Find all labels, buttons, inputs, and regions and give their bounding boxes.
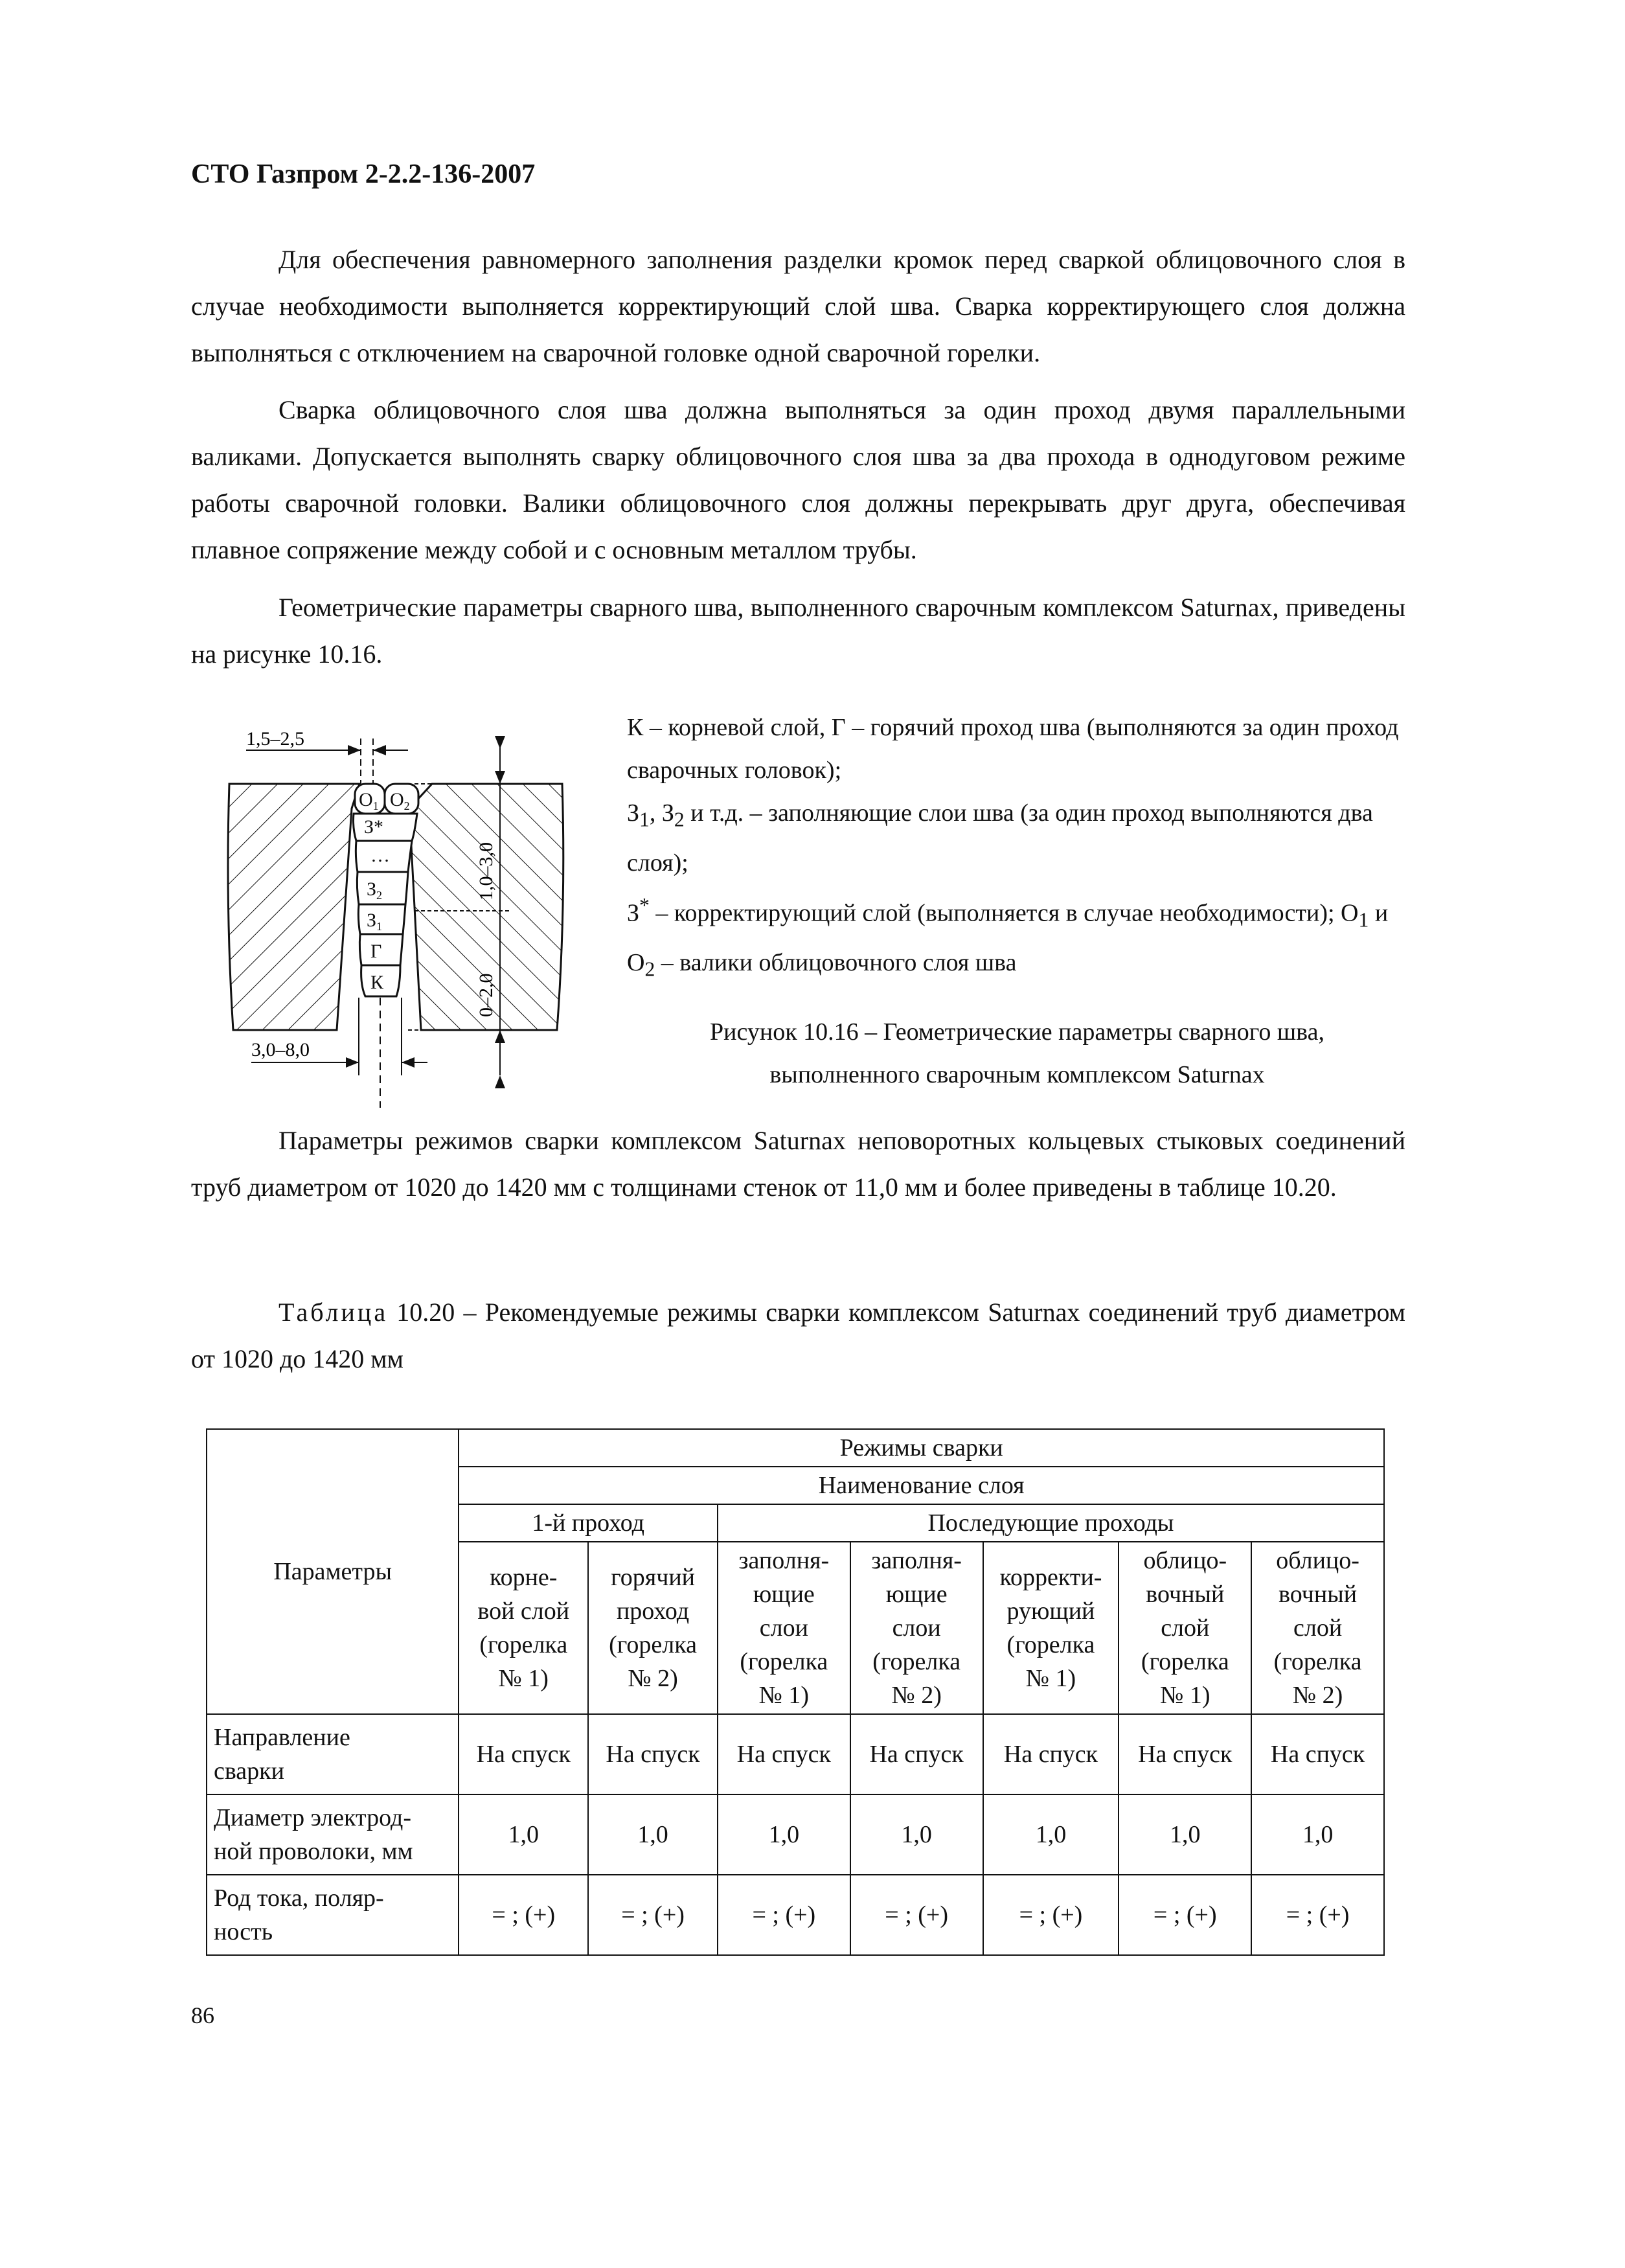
paragraph-facing-layer: Сварка облицовочного слоя шва должна выполняться за один проход двумя параллельными валиками. Допускается выполнять сварку облицовочного слоя шва за два прохода в однодуговом режиме работы сварочной головки. Валики облицовочного слоя должны перекрывать друг друга, обеспечивая плавное сопряжение между собой и с основным металлом трубы. bbox=[191, 395, 1405, 564]
header-layer-name: Наименование слоя bbox=[459, 1467, 1384, 1504]
welding-modes-table bbox=[206, 1428, 1385, 1956]
dim-lower-right-label: 0–2,0 bbox=[475, 973, 497, 1017]
col-hot-pass: горячий проход (горелка № 2) bbox=[588, 1542, 718, 1714]
col-corrective: корректи- рующий (горелка № 1) bbox=[983, 1542, 1119, 1714]
bead-z2 bbox=[357, 872, 408, 904]
page-number: 86 bbox=[191, 2002, 214, 2028]
header-first-pass: 1-й проход bbox=[459, 1504, 718, 1542]
left-plate bbox=[228, 784, 359, 1030]
svg-text:З1: $З_1$ bbox=[367, 910, 383, 933]
header-welding-modes: Режимы сварки bbox=[459, 1429, 1384, 1467]
col-fill-torch1: заполня- ющие слои (горелка № 1) bbox=[718, 1542, 850, 1714]
document-header: СТО Газпром 2-2.2-136-2007 bbox=[191, 159, 536, 189]
label-g: Г bbox=[370, 941, 382, 962]
header-next-passes: Последующие проходы bbox=[718, 1504, 1384, 1542]
table-row: Диаметр электрод- ной проволоки, мм 1,0 1,0 1,0 1,0 1,0 1,0 1,0 bbox=[207, 1794, 1384, 1875]
dim-upper-right-label: 1,0–3,0 bbox=[475, 842, 497, 900]
svg-text:O2: $O_2$ bbox=[390, 789, 410, 812]
col-facing-torch2: облицо- вочный слой (горелка № 2) bbox=[1251, 1542, 1384, 1714]
label-dots: … bbox=[370, 845, 390, 866]
dim-top-label: 1,5–2,5 bbox=[246, 728, 304, 750]
figure-caption: Рисунок 10.16 – Геометрические параметры сварного шва, выполненного сварочным комплексом Saturnax bbox=[710, 1018, 1324, 1088]
table-caption: Таблица 10.20 – Рекомендуемые режимы сварки комплексом Saturnax соединений труб диаметром от 1020 до 1420 мм bbox=[191, 1298, 1405, 1373]
svg-text:З2: $З_2$ bbox=[367, 878, 383, 902]
dim-bottom-label: 3,0–8,0 bbox=[251, 1039, 310, 1060]
weld-cross-section-figure bbox=[220, 713, 609, 1114]
col-root-layer: корне- вой слой (горелка № 1) bbox=[459, 1542, 588, 1714]
paragraph-corrective-layer: Для обеспечения равномерного заполнения разделки кромок перед сваркой облицовочного слоя в случае необходимости выполняется корректирующий слой шва. Сварка корректирующего слоя должна выполняться с отключением на сварочной головке одной сварочной горелки. bbox=[191, 245, 1405, 367]
legend-line-fill: $З_1$, $З_2$ и т.д. – заполняющие слои шва (за один проход выполняются два слоя); bbox=[627, 799, 1373, 876]
figure-legend bbox=[627, 706, 1407, 991]
table-row: Род тока, поляр- ность = ; (+) = ; (+) = ; (+) = ; (+) = ; (+) = ; (+) = ; (+) bbox=[207, 1875, 1384, 1955]
bead-z-star bbox=[354, 814, 418, 841]
paragraph-geometry-reference: Геометрические параметры сварного шва, выполненного сварочным комплексом Saturnax, приведены на рисунке 10.16. bbox=[191, 593, 1405, 669]
legend-line-root-hot: К – корневой слой, Г – горячий проход шва (выполняются за один проход сварочных головок); bbox=[627, 714, 1399, 784]
table-row: Направление сварки На спуск На спуск На спуск На спуск На спуск На спуск На спуск bbox=[207, 1714, 1384, 1794]
col-facing-torch1: облицо- вочный слой (горелка № 1) bbox=[1119, 1542, 1251, 1714]
label-z-star: З* bbox=[364, 816, 384, 838]
col-fill-torch2: заполня- ющие слои (горелка № 2) bbox=[850, 1542, 983, 1714]
label-k: К bbox=[370, 972, 384, 993]
svg-text:O1: $O_1$ bbox=[359, 789, 379, 812]
legend-line-corrective: З* – корректирующий слой (выполняется в случае необходимости); $О_1$ и $О_2$ – валики облицовочного слоя шва bbox=[627, 893, 1389, 981]
header-parameters: Параметры bbox=[207, 1429, 459, 1714]
paragraph-table-reference: Параметры режимов сварки комплексом Saturnax неповоротных кольцевых стыковых соединений труб диаметром от 1020 до 1420 мм с толщинами стенок от 11,0 мм и более приведены в таблице 10.20. bbox=[191, 1126, 1405, 1202]
